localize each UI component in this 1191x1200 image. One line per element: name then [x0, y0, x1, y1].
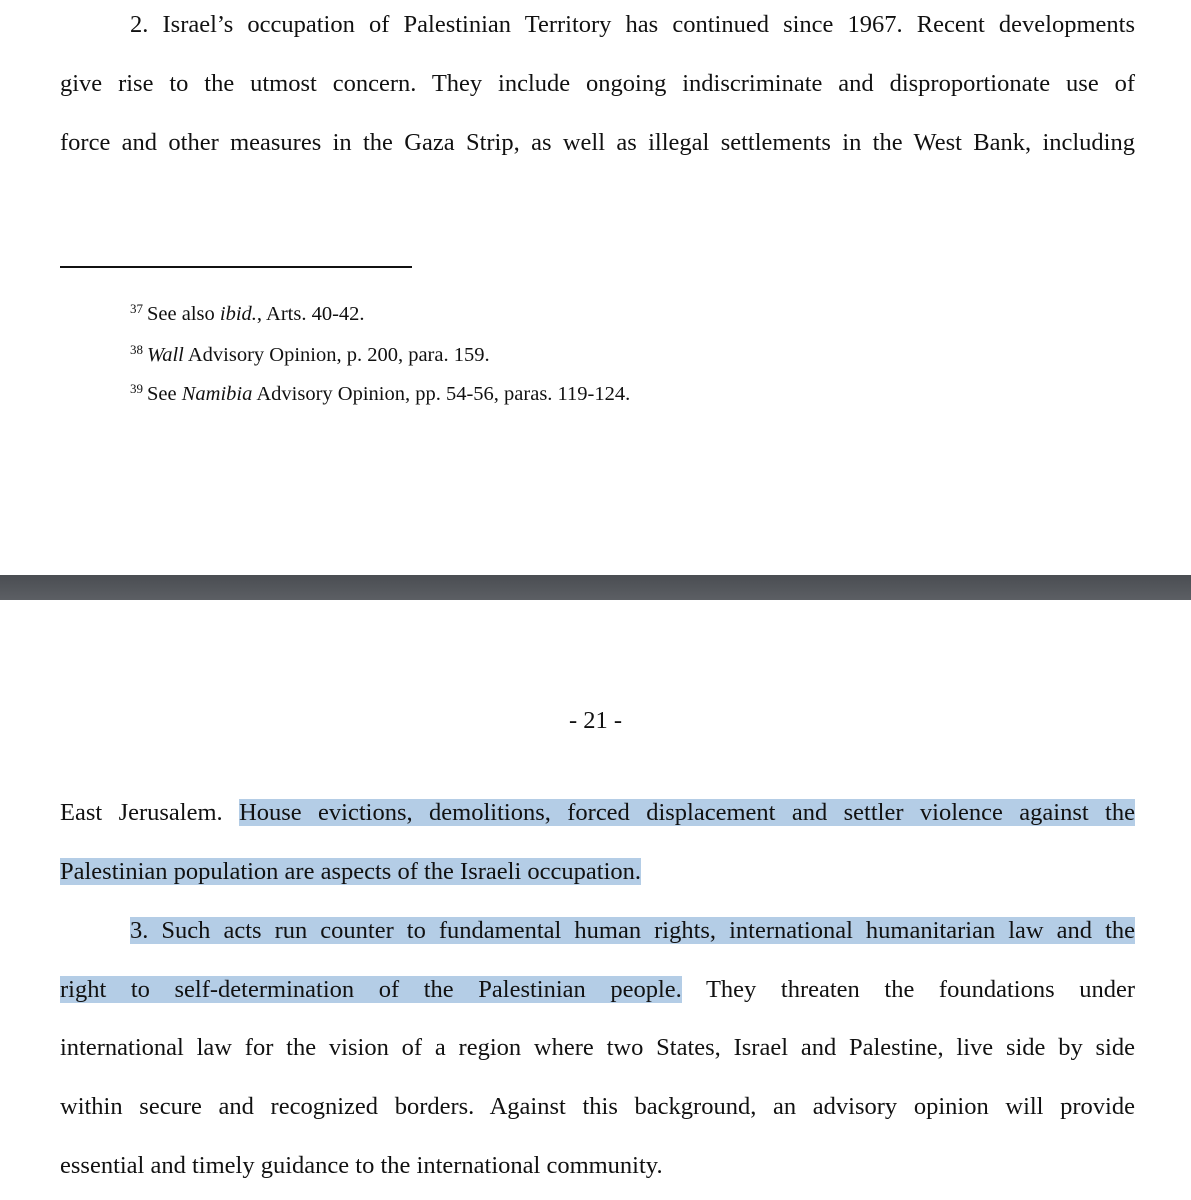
- paragraph-3-line-1[interactable]: [60, 916, 1135, 946]
- page-number: - 21 -: [568, 707, 623, 734]
- document-page-top: [0, 0, 1191, 575]
- footnote-37: [130, 296, 365, 325]
- footnote-italic: Namibia: [181, 383, 253, 405]
- paragraph-3-line-5: essential and timely guidance to the international community.: [60, 1152, 663, 1179]
- paragraph-2-line-5[interactable]: [60, 857, 1135, 887]
- footnote-text: Advisory Opinion, pp. 54-56, paras. 119-124.: [252, 383, 631, 405]
- paragraph-3-line-2[interactable]: [60, 975, 1135, 1005]
- selected-text[interactable]: Palestinian population are aspects of the Israeli occupation.: [60, 858, 642, 885]
- footnote-text: See also: [147, 303, 220, 325]
- footnote-italic: Wall: [147, 344, 184, 366]
- footnote-number: 37: [130, 301, 143, 316]
- paragraph-2-line-2: give rise to the utmost concern. They include ongoing indiscriminate and disproportionate use of: [60, 70, 1135, 97]
- paragraph-3-line-4: within secure and recognized borders. Against this background, an advisory opinion will provide: [60, 1093, 1135, 1120]
- footnote-39: [130, 376, 631, 405]
- footnote-text: See: [147, 383, 182, 405]
- footnote-38: [130, 337, 490, 366]
- selected-text[interactable]: right to self-determination of the Palestinian people.: [60, 976, 682, 1003]
- paragraph-3-line-3: international law for the vision of a region where two States, Israel and Palestine, live side by side: [60, 1034, 1135, 1061]
- footnote-italic: ibid.: [219, 303, 257, 325]
- selected-text[interactable]: 3. Such acts run counter to fundamental human rights, international humanitarian law and the: [130, 917, 1135, 944]
- selected-text[interactable]: House evictions, demolitions, forced displacement and settler violence against the: [239, 799, 1135, 826]
- plain-text: They threaten the foundations under: [681, 976, 1135, 1003]
- footnote-number: 38: [130, 342, 143, 357]
- page-break-gap: [0, 575, 1191, 600]
- paragraph-2-line-4[interactable]: [60, 798, 1135, 828]
- paragraph-2-line-3: force and other measures in the Gaza Strip, as well as illegal settlements in the West Bank, including: [60, 129, 1135, 156]
- plain-text: East Jerusalem.: [60, 799, 240, 826]
- footnote-text: , Arts. 40-42.: [256, 303, 365, 325]
- paragraph-2-line-1: 2. Israel’s occupation of Palestinian Territory has continued since 1967. Recent developments: [130, 11, 1135, 38]
- footnote-text: Advisory Opinion, p. 200, para. 159.: [183, 344, 490, 366]
- footnote-number: 39: [130, 381, 143, 396]
- footnote-separator: [60, 266, 412, 268]
